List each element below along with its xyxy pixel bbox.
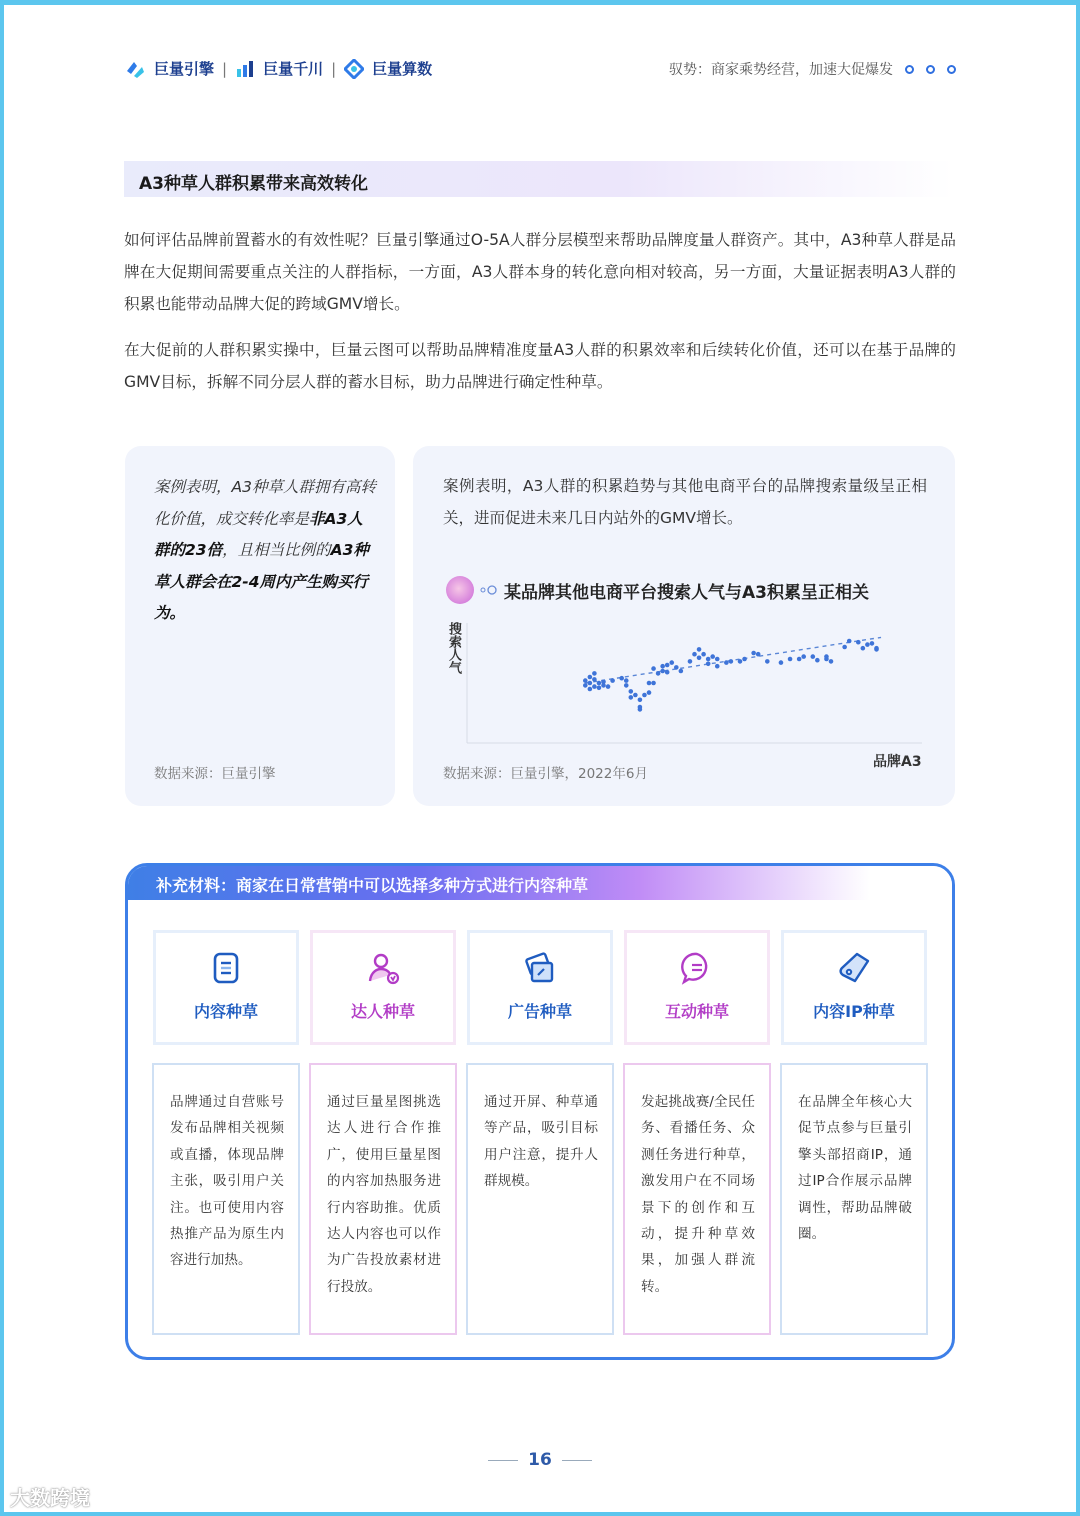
scatter-point — [588, 681, 593, 686]
header-tagline-group — [669, 59, 956, 79]
method-card-description: 在品牌全年核心大促节点参与巨量引擎头部招商IP，通过IP合作展示品牌调性，帮助品牌破圈。 — [780, 1063, 928, 1335]
chart-title-group — [446, 576, 869, 604]
scatter-point — [697, 647, 702, 652]
trend-line — [585, 637, 881, 683]
scatter-point — [619, 676, 624, 681]
scatter-point — [647, 681, 652, 686]
scatter-point — [738, 659, 743, 664]
logo-qianchuan: 巨量千川 — [263, 60, 324, 78]
bubble-icon — [446, 576, 474, 604]
scatter-point — [842, 645, 847, 650]
logo-separator: | — [331, 59, 337, 78]
ad-cards-icon — [523, 951, 557, 985]
quote-text: 案例表明，A3种草人群拥有高转化价值，成交转化率是 — [154, 478, 376, 528]
scatter-point — [660, 664, 665, 669]
quote-highlight: A3种草人群会在2-4周内产生购买行为。 — [154, 541, 369, 622]
dot-icon — [926, 65, 935, 74]
scatter-point — [811, 654, 816, 659]
watermark: 大数跨境 — [10, 1486, 90, 1510]
scatter-point — [801, 654, 806, 659]
logo-suanshu: 巨量算数 — [372, 60, 433, 78]
logo-separator: | — [222, 59, 228, 78]
scatter-point — [688, 659, 693, 664]
scatter-point — [697, 656, 702, 661]
chat-bubble-icon — [680, 951, 714, 985]
quote-highlight: 非A3人群的23倍 — [154, 509, 363, 559]
scatter-chart — [460, 615, 930, 750]
scatter-point — [597, 686, 602, 691]
method-card-title: 内容IP种草 — [813, 1002, 895, 1021]
scatter-point — [692, 652, 697, 657]
small-circles-icon — [480, 585, 498, 595]
suanshu-logo-icon — [344, 59, 364, 79]
scatter-point — [601, 680, 606, 685]
scatter-point — [592, 684, 597, 689]
scatter-point — [815, 658, 820, 663]
qianchuan-logo-icon — [235, 59, 255, 79]
scatter-point — [660, 669, 665, 674]
case-quote — [154, 472, 376, 630]
method-card-5 — [781, 930, 927, 1045]
quote-text: ，且相当比例的 — [222, 541, 331, 559]
tag-icon — [837, 951, 871, 985]
chart-title: 某品牌其他电商平台搜索人气与A3积累呈正相关 — [504, 582, 869, 603]
scatter-point — [874, 647, 879, 652]
scatter-point — [656, 671, 661, 676]
chart-ylabel: 搜索人气 — [446, 622, 461, 674]
scatter-point — [706, 657, 711, 662]
scatter-point — [751, 651, 756, 656]
section-title: A3种草人群积累带来高效转化 — [139, 174, 368, 194]
scatter-point — [710, 654, 715, 659]
method-card-description: 通过巨量星图挑选达人进行合作推广，使用巨量星图的内容加热服务进行内容助推。优质达人内容也可以作为广告投放素材进行投放。 — [309, 1063, 457, 1335]
scatter-point — [624, 683, 629, 688]
supplement-header — [128, 866, 952, 900]
method-card-description: 发起挑战赛/全民任务、看播任务、众测任务进行种草，激发用户在不同场景下的创作和互动，提升种草效果，加强人群流转。 — [623, 1063, 771, 1335]
scatter-point — [742, 657, 747, 662]
scatter-point — [642, 693, 647, 698]
scatter-point — [665, 670, 670, 675]
scatter-point — [588, 675, 593, 680]
scatter-point — [824, 654, 829, 659]
scatter-point — [583, 678, 588, 683]
scatter-point — [756, 652, 761, 657]
chart-xlabel: 品牌A3 — [873, 754, 922, 770]
scatter-point — [638, 707, 643, 712]
scatter-point — [629, 689, 634, 694]
scatter-point — [629, 695, 634, 700]
scatter-point — [674, 665, 679, 670]
scatter-point — [788, 657, 793, 662]
section-title-bar — [124, 161, 954, 197]
scatter-point — [715, 664, 720, 669]
scatter-point — [706, 662, 711, 667]
scatter-point — [597, 681, 602, 686]
supplement-title: 补充材料：商家在日常营销中可以选择多种方式进行内容种草 — [156, 876, 589, 895]
scatter-point — [592, 677, 597, 682]
scatter-point — [765, 659, 770, 664]
page-number: 16 — [0, 1450, 1080, 1470]
user-check-icon — [366, 951, 400, 985]
scatter-point — [651, 681, 656, 686]
scatter-point — [847, 639, 852, 644]
scatter-point — [715, 657, 720, 662]
method-card-title: 内容种草 — [193, 1002, 258, 1021]
document-list-icon — [209, 951, 243, 985]
header-tagline: 驭势：商家乘势经营，加速大促爆发 — [669, 62, 893, 78]
scatter-point — [797, 657, 802, 662]
method-card-1 — [153, 930, 299, 1045]
header-logos — [124, 58, 432, 79]
method-card-4 — [624, 930, 770, 1045]
scatter-point — [679, 669, 684, 674]
method-card-3 — [467, 930, 613, 1045]
juliang-engine-logo-icon — [124, 59, 146, 79]
method-card-2 — [310, 930, 456, 1045]
left-source: 数据来源：巨量引擎 — [154, 766, 276, 782]
scatter-point — [870, 641, 875, 646]
scatter-point — [729, 659, 734, 664]
method-card-title: 广告种草 — [507, 1002, 572, 1021]
method-card-description: 品牌通过自营账号发布品牌相关视频或直播，体现品牌主张，吸引用户关注。也可使用内容热推产品为原生内容进行加热。 — [152, 1063, 300, 1335]
right-source: 数据来源：巨量引擎，2022年6月 — [443, 766, 648, 782]
scatter-point — [638, 698, 643, 703]
scatter-point — [779, 660, 784, 665]
scatter-point — [665, 663, 670, 668]
logo-juliang-engine: 巨量引擎 — [154, 60, 215, 78]
dot-icon — [905, 65, 914, 74]
scatter-point — [583, 683, 588, 688]
scatter-point — [651, 666, 656, 671]
method-card-title: 达人种草 — [350, 1002, 415, 1021]
method-card-title: 互动种草 — [664, 1002, 729, 1021]
scatter-point — [633, 693, 638, 698]
scatter-point — [865, 642, 870, 647]
scatter-point — [701, 652, 706, 657]
scatter-point — [647, 690, 652, 695]
scatter-point — [829, 659, 834, 664]
scatter-point — [669, 660, 674, 665]
method-card-description: 通过开屏、种草通等产品，吸引目标用户注意，提升人群规模。 — [466, 1063, 614, 1335]
scatter-point — [610, 678, 615, 683]
right-intro: 案例表明，A3人群的积累趋势与其他电商平台的品牌搜索量级呈正相关，进而促进未来几日内站外的GMV增长。 — [443, 477, 927, 527]
scatter-point — [861, 646, 866, 651]
scatter-point — [592, 671, 597, 676]
scatter-point — [606, 684, 611, 689]
scatter-point — [856, 640, 861, 645]
scatter-point — [624, 678, 629, 683]
dot-icon — [947, 65, 956, 74]
scatter-point — [724, 660, 729, 665]
scatter-point — [588, 687, 593, 692]
paragraph-1: 如何评估品牌前置蓄水的有效性呢？巨量引擎通过O-5A人群分层模型来帮助品牌度量人群资产。其中，A3种草人群是品牌在大促期间需要重点关注的人群指标，一方面，A3人群本身的转化意向相对较高，另一方面，大量证据表明A3人群的积累也能带动品牌大促的跨域GMV增长。 — [124, 231, 956, 313]
paragraph-2: 在大促前的人群积累实操中，巨量云图可以帮助品牌精准度量A3人群的积累效率和后续转化价值，还可以在基于品牌的GMV目标，拆解不同分层人群的蓄水目标，助力品牌进行确定性种草。 — [124, 341, 956, 391]
